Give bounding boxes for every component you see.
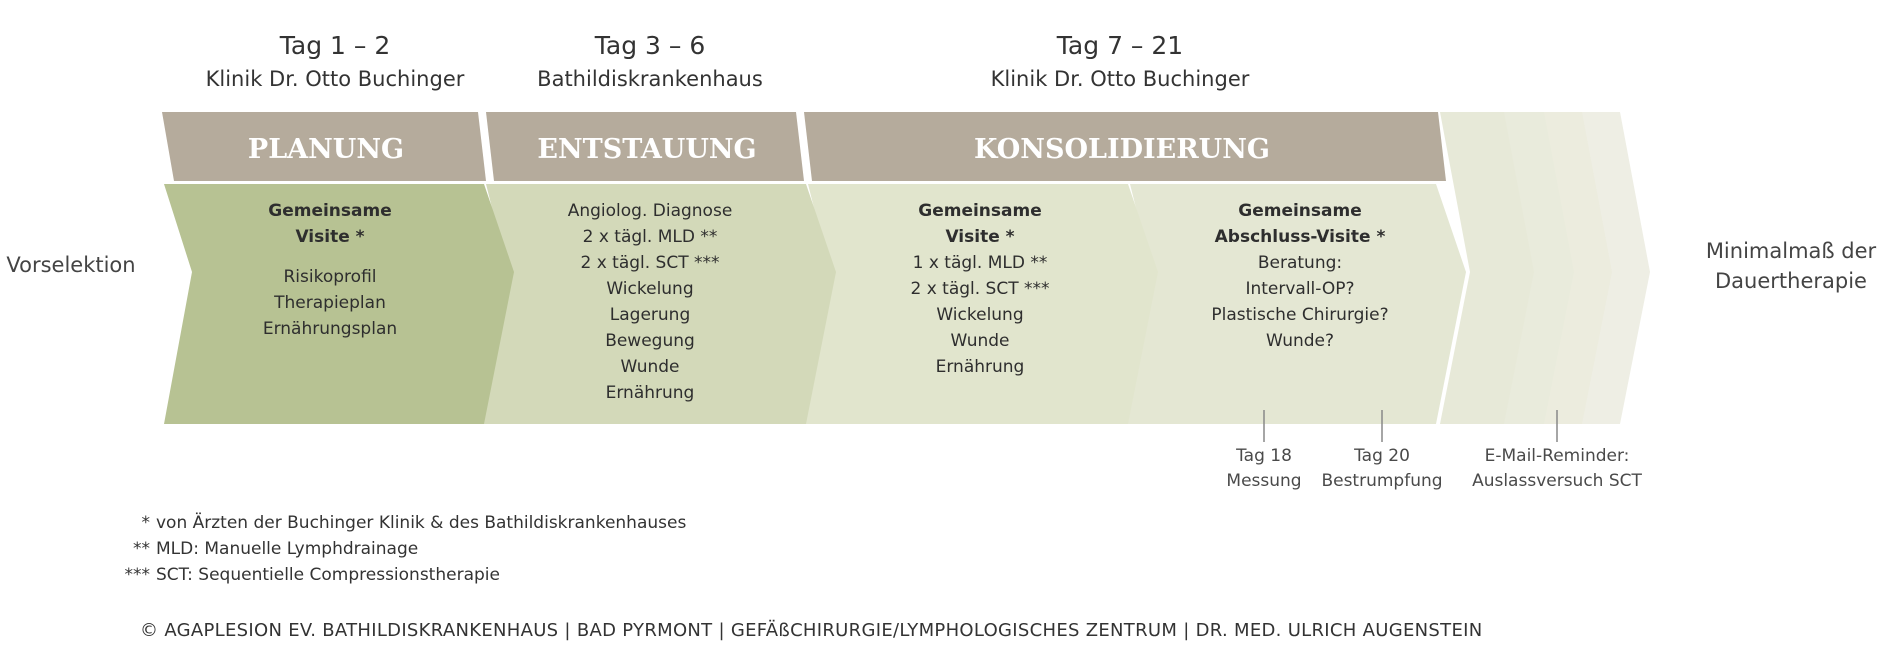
label-dauertherapie <box>1686 236 1896 296</box>
milestone-tag20 <box>1312 444 1452 494</box>
bar-title-planung: PLANUNG <box>247 134 405 165</box>
card-line: Plastische Chirurgie? <box>1211 305 1389 325</box>
card-title: Abschluss-Visite * <box>1214 227 1386 247</box>
milestone-desc: Bestrumpfung <box>1321 471 1443 491</box>
footnotes <box>122 510 822 588</box>
card-line: Ernährung <box>605 383 695 403</box>
phase-day: Tag 3 – 6 <box>594 31 706 60</box>
card-line: Risikoprofil <box>283 267 377 287</box>
label-vorselektion: Vorselektion <box>6 253 136 277</box>
card-planung <box>195 198 465 342</box>
footnote-text: MLD: Manuelle Lymphdrainage <box>156 539 419 559</box>
phase-location: Klinik Dr. Otto Buchinger <box>990 67 1250 91</box>
milestone-reminder <box>1462 444 1652 494</box>
card-line: 2 x tägl. MLD ** <box>582 227 718 247</box>
phase-location: Bathildiskrankenhaus <box>537 67 763 91</box>
footnote-text: von Ärzten der Buchinger Klinik & des Bathildiskrankenhauses <box>156 513 687 533</box>
card-title: Gemeinsame <box>268 201 392 221</box>
label-dauertherapie-line2: Dauertherapie <box>1715 269 1867 293</box>
card-line: Angiolog. Diagnose <box>567 201 733 221</box>
card-line: Therapieplan <box>274 293 386 313</box>
card-line: Wickelung <box>936 305 1024 325</box>
footnote <box>122 510 822 536</box>
milestone-day: E-Mail-Reminder: <box>1484 446 1630 466</box>
card-line: Beratung: <box>1257 253 1343 273</box>
milestone-tag18 <box>1204 444 1324 494</box>
milestone-desc: Auslassversuch SCT <box>1472 471 1642 491</box>
card-line: Wunde? <box>1265 331 1335 351</box>
phase-location: Klinik Dr. Otto Buchinger <box>205 67 465 91</box>
phase-day: Tag 1 – 2 <box>279 31 391 60</box>
card-title: Gemeinsame <box>1238 201 1362 221</box>
footnote-text: SCT: Sequentielle Compressionstherapie <box>156 565 500 585</box>
card-title: Gemeinsame <box>918 201 1042 221</box>
card-line: Bewegung <box>605 331 695 351</box>
milestone-day: Tag 20 <box>1354 446 1410 466</box>
footnote-marker: ** <box>133 539 150 559</box>
card-abschluss <box>1160 198 1440 354</box>
card-title: Visite * <box>945 227 1015 247</box>
card-line: Wunde <box>620 357 680 377</box>
card-title: Visite * <box>295 227 365 247</box>
footer-credit: © AGAPLESION EV. BATHILDISKRANKENHAUS | BAD PYRMONT | GEFÄßCHIRURGIE/LYMPHOLOGISCHES ZENTRUM | DR. MED. ULRICH AUGENSTEIN <box>140 620 1483 641</box>
card-line: Ernährung <box>935 357 1025 377</box>
card-line: Wickelung <box>606 279 694 299</box>
label-dauertherapie-line1: Minimalmaß der <box>1705 239 1877 263</box>
card-line: Ernährungsplan <box>262 319 398 339</box>
bar-title-entstauung: ENTSTAUUNG <box>537 134 757 165</box>
card-line: 2 x tägl. SCT *** <box>910 279 1050 299</box>
footnote-marker: * <box>141 513 150 533</box>
footnote <box>122 562 822 588</box>
card-line: 1 x tägl. MLD ** <box>912 253 1048 273</box>
bar-title-konsolidierung: KONSOLIDIERUNG <box>974 134 1270 165</box>
card-line: Intervall-OP? <box>1245 279 1355 299</box>
card-entstauung <box>515 198 785 406</box>
phase-day: Tag 7 – 21 <box>1056 31 1184 60</box>
card-line: Lagerung <box>609 305 691 325</box>
footnote-marker: *** <box>124 565 150 585</box>
card-konsolidierung <box>845 198 1115 380</box>
milestone-day: Tag 18 <box>1236 446 1292 466</box>
card-line: Wunde <box>950 331 1010 351</box>
card-line: 2 x tägl. SCT *** <box>580 253 720 273</box>
footnote <box>122 536 822 562</box>
milestone-desc: Messung <box>1226 471 1302 491</box>
